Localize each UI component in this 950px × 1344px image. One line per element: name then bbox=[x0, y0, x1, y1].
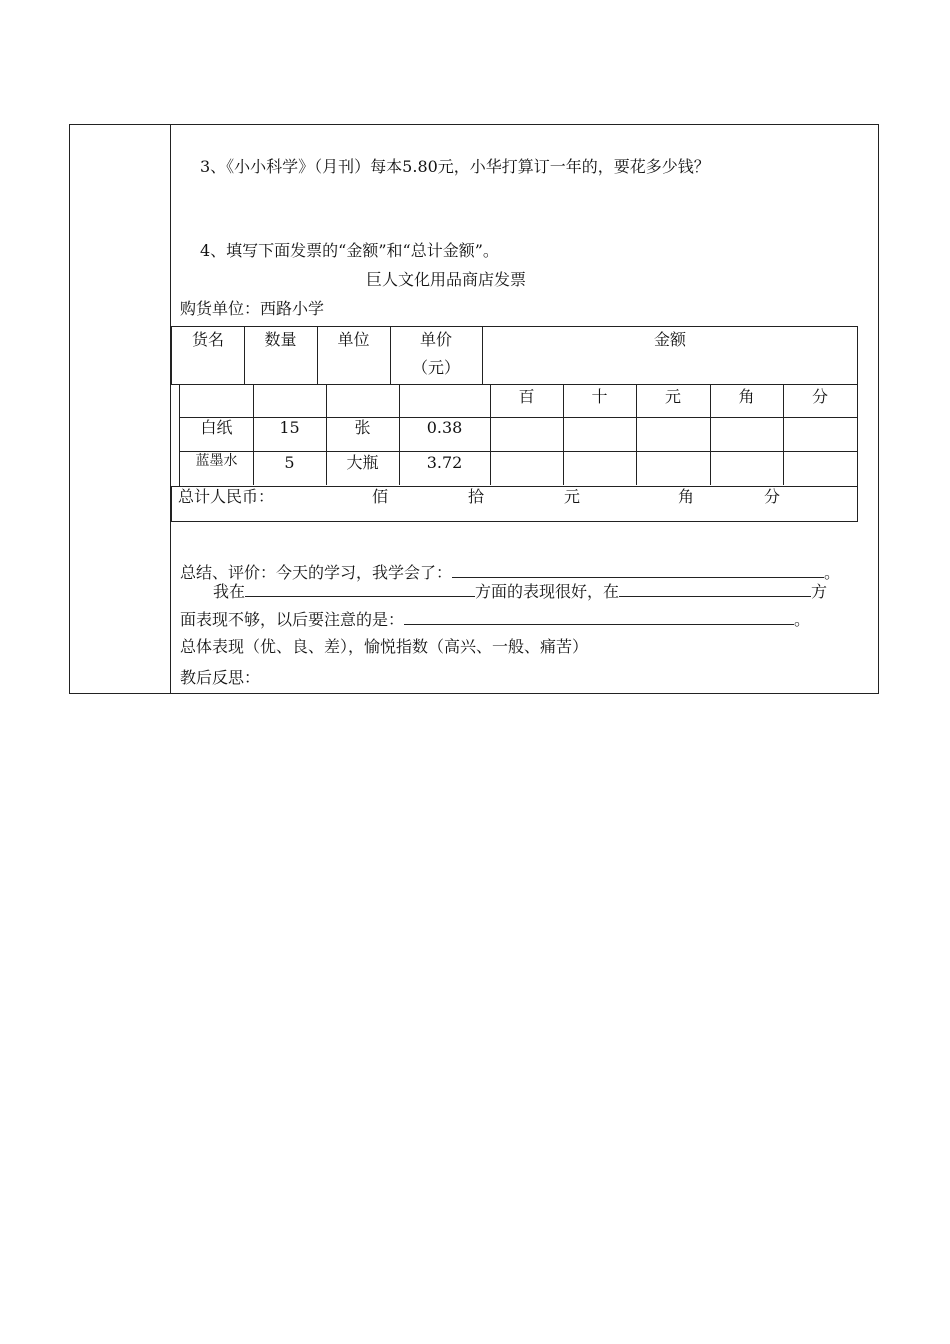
invoice-total-row bbox=[171, 486, 858, 522]
row-2-name: 蓝墨水 bbox=[195, 453, 238, 469]
header-qty: 数量 bbox=[264, 330, 297, 349]
summary-line-5: 教后反思： bbox=[180, 668, 261, 687]
row-2-unit: 大瓶 bbox=[346, 453, 379, 472]
question-3: 3、《小小科学》（月刊）每本5.80元，小华打算订一年的，要花多少钱？ bbox=[200, 157, 710, 176]
digit-header-shi: 十 bbox=[591, 387, 608, 406]
total-jiao: 角 bbox=[678, 487, 695, 506]
total-label: 总计人民币： bbox=[178, 487, 275, 506]
digit-header-jiao: 角 bbox=[738, 387, 755, 406]
header-unit: 单位 bbox=[337, 330, 370, 349]
total-yuan: 元 bbox=[564, 487, 581, 506]
question-4: 4、填写下面发票的“金额”和“总计金额”。 bbox=[200, 241, 499, 260]
row-1-unit: 张 bbox=[354, 418, 371, 437]
row-2-qty: 5 bbox=[284, 453, 295, 472]
invoice-body-grid bbox=[179, 385, 858, 486]
row-1-name: 白纸 bbox=[200, 418, 233, 437]
weak-aspect-blank[interactable] bbox=[619, 580, 811, 597]
row-1-qty: 15 bbox=[279, 418, 300, 437]
total-shi: 拾 bbox=[468, 487, 485, 506]
learned-blank[interactable] bbox=[452, 561, 824, 578]
left-column bbox=[70, 125, 171, 693]
invoice-buyer: 购货单位：西路小学 bbox=[180, 299, 325, 318]
digit-header-yuan: 元 bbox=[664, 387, 681, 406]
header-price: 单价 bbox=[419, 330, 452, 349]
good-aspect-blank[interactable] bbox=[245, 580, 475, 597]
row-2-price: 3.72 bbox=[426, 453, 463, 472]
total-bai: 佰 bbox=[372, 487, 389, 506]
invoice-title: 巨人文化用品商店发票 bbox=[366, 270, 527, 289]
summary-line-1: 总结、评价：今天的学习，我学会了： 。 bbox=[180, 563, 841, 582]
header-name: 货名 bbox=[191, 330, 224, 349]
summary-line-3: 面表现不够，以后要注意的是： 。 bbox=[180, 610, 811, 629]
invoice-header-row bbox=[171, 326, 858, 385]
summary-line-2: 我在 方面的表现很好，在 方 bbox=[213, 582, 828, 601]
header-amount: 金额 bbox=[653, 330, 686, 349]
summary-line-4: 总体表现（优、良、差），愉悦指数（高兴、一般、痛苦） bbox=[180, 637, 589, 656]
digit-header-bai: 百 bbox=[518, 387, 535, 406]
row-1-price: 0.38 bbox=[426, 418, 463, 437]
attention-blank[interactable] bbox=[404, 608, 794, 625]
header-price-unit: （元） bbox=[411, 358, 460, 377]
worksheet-table bbox=[69, 124, 879, 694]
digit-header-fen: 分 bbox=[811, 387, 828, 406]
total-fen: 分 bbox=[764, 487, 781, 506]
